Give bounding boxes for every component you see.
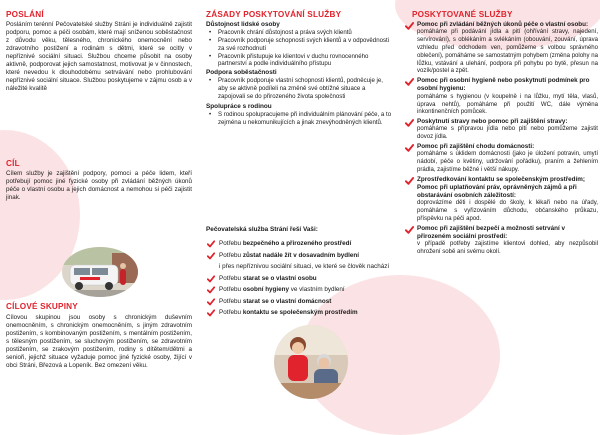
service-item	[404, 77, 598, 117]
red-check-icon	[207, 298, 215, 306]
need-pre: Potřebu	[219, 297, 243, 305]
need-pre: Potřebu	[219, 251, 243, 259]
service-desc: pomáháme s hygienou (v koupelně i na lůžku, mytí těla, vlasů, úprava nehtů), pomáháme při použití WC, dále výměna inkontinenčních pomůcek.	[417, 93, 598, 116]
service-desc: doprovázíme děti i dospělé do školy, k lékaři nebo na úřady, pomáháme s vyřizováním důchodu, občanského průkazu, příspěvku na péči apod.	[417, 200, 598, 223]
poslani-heading: POSLÁNÍ	[6, 10, 44, 19]
service-item	[404, 21, 598, 76]
red-check-icon	[207, 286, 215, 294]
service-item	[404, 118, 598, 142]
need-post: ve vlastním bydlení	[289, 286, 345, 293]
caregiver-photo	[274, 325, 348, 399]
need-pre: Potřebu	[219, 286, 243, 293]
need-item	[206, 250, 392, 262]
list-item: • S rodinou spolupracujeme při individuálním plánování péče, a to zejména u nekomunikujících a jinak znevýhodněných klientů.	[206, 111, 392, 127]
need-item	[206, 296, 392, 308]
section-list	[206, 77, 392, 100]
service-title: Pomoc při osobní hygieně nebo poskytnutí podmínek pro osobní hygienu:	[417, 77, 590, 93]
cil-text: Cílem služby je zajištění podpory, pomoci a péče lidem, kteří potřebují pomoc jiné fyzické osoby při zvládání běžných úkonů péče o vlastní osobu a jejich domácnost a nemohou si péči zajistit jinak.	[6, 170, 192, 202]
service-desc: pomáháme s přípravou jídla nebo pití nebo pomůžeme zajistit dovoz jídla.	[417, 126, 598, 141]
red-check-icon	[207, 309, 215, 317]
list-item: • Pracovník chrání důstojnost a práva svých klientů	[206, 29, 392, 37]
service-item	[404, 176, 598, 224]
cil-heading: CÍL	[6, 159, 20, 168]
red-check-icon	[207, 252, 215, 260]
section-list	[206, 29, 392, 68]
needs-title: Pečovatelská služba Strání řeší Vaši:	[206, 226, 318, 233]
list-item: • Pracovník podporuje schopnosti svých klientů a v odpovědnosti za své rozhodnutí	[206, 37, 392, 53]
need-item	[206, 261, 392, 273]
need-bold: bezpečného a přirozeného prostředí	[242, 240, 352, 247]
service-title: Poskytnutí stravy nebo pomoc při zajištění stravy:	[417, 118, 568, 126]
service-title: Pomoc při zvládání běžných úkonů péče o vlastní osobu:	[417, 21, 589, 28]
section-title: Podpora soběstačnosti	[206, 69, 277, 77]
service-car-photo	[62, 247, 138, 297]
sluzby-heading: POSKYTOVANÉ SLUŽBY	[412, 10, 513, 19]
needs-list	[206, 238, 392, 319]
red-check-icon	[405, 119, 414, 127]
red-check-icon	[405, 177, 414, 185]
need-bold: kontaktu se společenským prostředím	[242, 309, 358, 316]
need-bold: starat se o vlastní osobu	[242, 274, 317, 282]
need-bold: osobní hygieny	[242, 286, 289, 293]
service-item	[404, 143, 598, 175]
cilove-heading: CÍLOVÉ SKUPINY	[6, 302, 78, 311]
section-list	[206, 111, 392, 127]
need-item	[206, 238, 392, 250]
service-desc: pomáháme při podávání jídla a pití (ohřívání stravy, najedení, servírování), s oblékáním a svlékáním (obouvání, zouvání, úprava vzhledu před odchodem ven, pomůžeme s volbou správného oblečení), pomáháme se samostatným pohybem (změna polohy na lůžku, vstávání a ulehání, podpora při pohybu po bytě, přesun na vozík/postel a zpět.	[417, 29, 598, 75]
red-check-icon	[405, 144, 414, 152]
need-pre: Potřebu	[219, 274, 243, 282]
service-desc: v případě potřeby zajistíme klientovi dohled, aby nezpůsobil ohrožení sobě ani svému okolí.	[417, 241, 598, 256]
poslani-text: Posláním terénní Pečovatelské služby Stráni je individuálně zajistit podporu, pomoc a péči osobám, které mají sníženou soběstačnost z důvodu věku, tělesného, chronického onemocnění nebo zdravotního postižení a rodinám s dětmi, které se ocitly v nepříznivé sociální situaci. Službou chceme působit na osoby aktivně, podporovat jejich samostatnost, motivovat je v činnostech, které nevedou k dlouhodobému setrvávání nebo prohlubování nepříznivé sociální situace. Službou poskytujeme v zájmu osob a v náležité kvalitě	[6, 21, 192, 93]
need-bold: zůstat nadále žít v dosavadním bydlení	[242, 251, 359, 259]
zasady-heading: ZÁSADY POSKYTOVÁNÍ SLUŽBY	[206, 10, 342, 19]
services-list	[404, 21, 598, 258]
list-item: • Pracovník přistupuje ke klientovi v duchu rovnocenného partnerství a podle individuálního přístupu	[206, 53, 392, 69]
need-pre: Potřebu	[219, 240, 243, 247]
red-check-icon	[405, 78, 414, 86]
need-pre: Potřebu	[219, 309, 243, 316]
need-item	[206, 273, 392, 285]
red-check-icon	[405, 22, 414, 30]
need-item	[206, 307, 392, 319]
cilove-text: Cílovou skupinou jsou osoby s chronickým duševním onemocněním, s chronickým onemocněním, s jiným zdravotním postižením, s kombinovaným postižením, s mentálním postižením, s tělesným postižením, se sluchovým postižením, se zdravotním postižením, se zrakovým postižením, rodiny s dítětem/dětmi a senioři, jejichž situace vyžaduje pomoc jiné fyzické osoby, žijící v obci Stráni, Březová a Lopeník. Bez omezení věku.	[6, 314, 192, 370]
service-item	[404, 225, 598, 257]
red-check-icon	[207, 240, 215, 248]
section-title: Důstojnost lidské osoby	[206, 21, 280, 28]
need-item	[206, 284, 392, 296]
red-check-icon	[405, 226, 414, 234]
service-title: Pomoc při zajištění bezpečí a možnosti setrvání v přirozeném sociální prostředí:	[417, 224, 566, 241]
red-check-icon	[207, 275, 215, 283]
list-item: • Pracovník podporuje vlastní schopnosti klientů, podněcuje je, aby se aktivně podíleli na změně své obtížné situace a zapojovali se do přirozeného života společnosti	[206, 77, 392, 100]
section-title: Spolupráce s rodinou	[206, 102, 272, 110]
need-pre: i přes nepříznivou sociální situaci, ve které se člověk nachází	[219, 263, 390, 270]
need-bold: starat se o vlastní domácnost	[242, 297, 332, 305]
service-desc: pomáháme s úklidem domácnosti (jako je úložení potravin, umytí nádobí, péče o květiny, udržování pořádku), praním a žehlením prádla, zajistíme běžné i větší nákupy.	[417, 151, 598, 173]
service-title: Zprostředkování kontaktu se společenským prostředím; Pomoc při uplatňování práv, oprávněných zájmů a při obstarávání osobních záležitostí:	[417, 175, 585, 200]
principles-sections	[206, 21, 392, 127]
service-title: Pomoc při zajištění chodu domácnosti:	[417, 143, 535, 151]
